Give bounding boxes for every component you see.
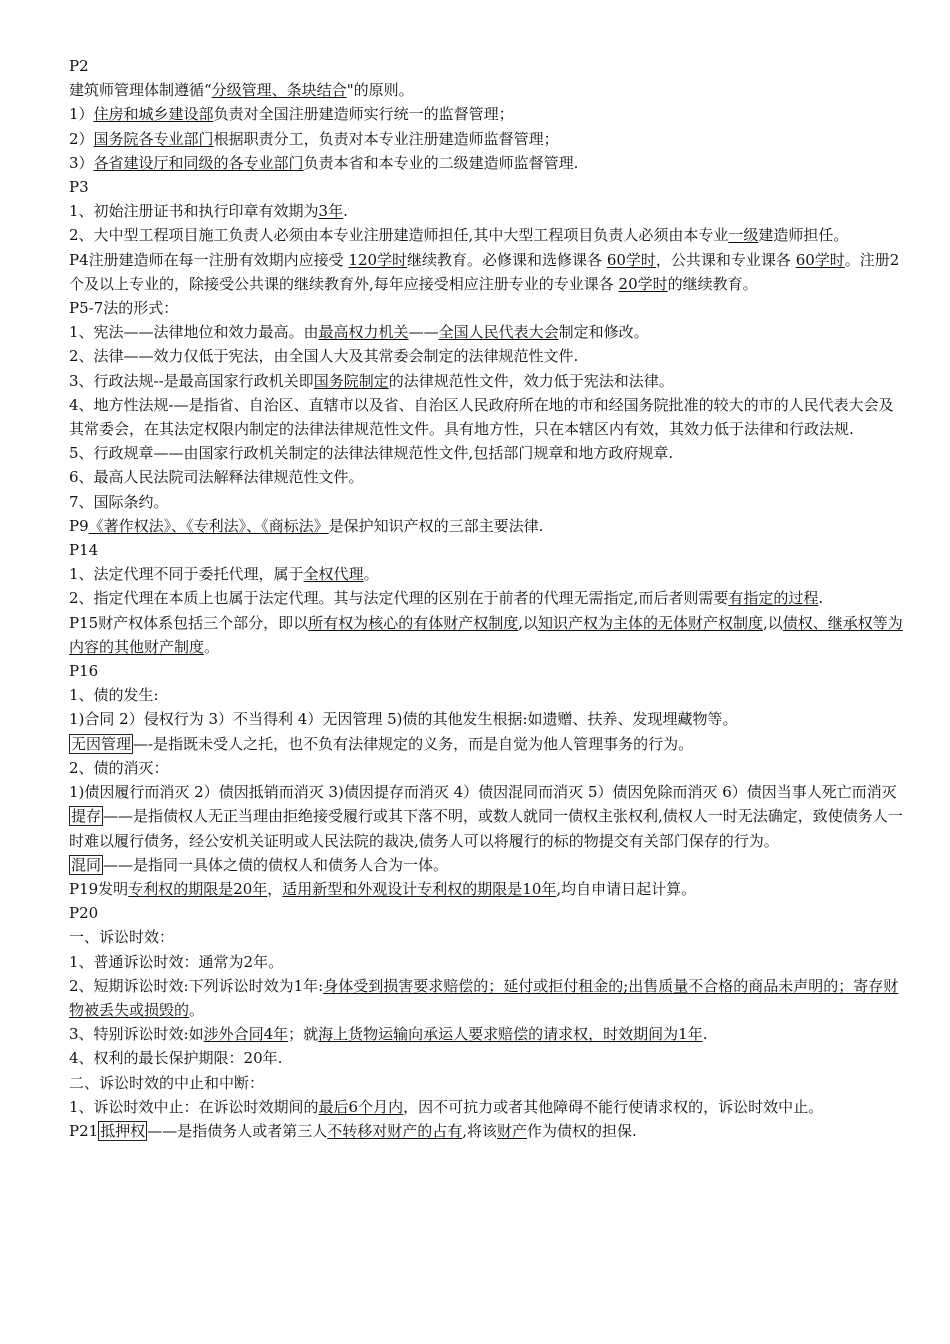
text-line: [69, 611, 906, 659]
text-line: [69, 683, 906, 707]
text-line: [69, 175, 906, 199]
text-line: [69, 586, 906, 610]
text-run: ；就: [288, 1025, 319, 1044]
text-run: 是保护知识产权的三部主要法律.: [328, 516, 544, 535]
text-run: ，: [267, 879, 283, 898]
text-run: ,以: [518, 613, 538, 632]
text-run: .: [702, 1025, 708, 1044]
underlined-text: 120学时: [348, 250, 408, 269]
text-line: [69, 1046, 906, 1070]
text-run: 一、诉讼时效：: [69, 928, 175, 947]
text-run: P3: [69, 178, 89, 197]
underlined-text: 有指定的过程: [728, 589, 819, 608]
underlined-text: 涉外合同4年: [203, 1025, 289, 1044]
text-run: ,将该: [462, 1121, 498, 1140]
text-run: .: [343, 202, 348, 221]
underlined-text: 海上货物运输向承运人要求赔偿的请求权，时效期间为1年: [318, 1025, 703, 1044]
text-run: 继续教育。必修课和选修课各: [407, 250, 607, 269]
text-run: ,均自申请日起计算。: [556, 879, 697, 898]
text-line: [69, 514, 906, 538]
underlined-text: 全权代理: [303, 565, 364, 584]
text-run: 5、行政规章——由国家行政机关制定的法律法律规范性文件,包括部门规章和地方政府规章.: [69, 444, 674, 463]
text-run: P16: [69, 662, 99, 681]
text-line: [69, 102, 906, 126]
underlined-text: 适用新型和外观设计专利权的期限是10年: [282, 879, 557, 898]
text-line: [69, 1022, 906, 1046]
text-run: 。注册2个及以上专业的，除接受公共课的继续教育外,每年应接受相应注册专业的专业课各: [69, 250, 900, 293]
text-line: [69, 756, 906, 780]
text-line: [69, 369, 906, 393]
text-line: [69, 853, 906, 877]
underlined-text: 住房和城乡建设部: [93, 105, 214, 124]
text-run: ，因不可抗力或者其他障碍不能行使请求权的，诉讼时效中止。: [403, 1097, 824, 1116]
text-line: [69, 151, 906, 175]
text-run: 。: [204, 637, 220, 656]
underlined-text: 最后6个月内: [318, 1097, 404, 1116]
text-run: 3、特别诉讼时效:如: [69, 1025, 204, 1044]
text-run: 二、诉讼时效的中止和中断：: [69, 1073, 265, 1092]
text-line: [69, 320, 906, 344]
text-line: [69, 54, 906, 78]
underlined-text: 各省建设厅和同级的各专业部门: [93, 153, 304, 172]
text-run: ——: [408, 323, 439, 342]
text-line: [69, 780, 906, 804]
text-line: [69, 659, 906, 683]
text-run: 建造师担任。: [758, 226, 849, 245]
text-line: [69, 78, 906, 102]
boxed-term: 提存: [71, 807, 102, 826]
boxed-term: 无因管理: [71, 734, 132, 753]
underlined-text: 60学时: [606, 250, 656, 269]
text-line: [69, 344, 906, 368]
text-run: 7、国际条约。: [69, 492, 169, 511]
text-run: 。: [189, 1000, 205, 1019]
underlined-text: 国务院制定: [313, 371, 389, 390]
text-line: [69, 974, 906, 1022]
text-run: P2: [69, 57, 89, 75]
text-run: ,以: [763, 613, 783, 632]
text-line: [69, 1095, 906, 1119]
text-run: P5-7法的形式：: [69, 299, 179, 318]
text-line: [69, 296, 906, 320]
text-run: 的继续教育。: [667, 274, 758, 293]
text-line: [69, 223, 906, 247]
text-run: 1、法定代理不同于委托代理，属于: [69, 565, 304, 584]
text-run: ——是指同一具体之债的债权人和债务人合为一体。: [103, 855, 449, 874]
underlined-text: 分级管理、条块结合: [211, 81, 347, 100]
underlined-text: 全国人民代表大会: [438, 323, 559, 342]
text-run: 负责本省和本专业的二级建造师监督管理.: [303, 153, 579, 172]
text-run: ——是指债务人或者第三人: [147, 1121, 328, 1140]
text-run: 的法律规范性文件，效力低于宪法和法律。: [388, 371, 674, 390]
text-run: 负责对全国注册建造师实行统一的监督管理；: [213, 105, 514, 124]
text-line: [69, 901, 906, 925]
text-line: [69, 393, 906, 441]
text-line: [69, 877, 906, 901]
underlined-text: 所有权为核心的有体财产权制度: [308, 613, 519, 632]
underlined-text: 身体受到损害要求赔偿的；延付或拒付租金的;出售质量不合格的商品未声明的；寄存财物被丢失或损毁的: [69, 976, 899, 1019]
text-line: [69, 804, 906, 852]
text-run: P9: [69, 516, 89, 535]
text-line: [69, 925, 906, 949]
underlined-text: 专利权的期限是20年: [128, 879, 268, 898]
boxed-term: 混同: [71, 855, 102, 874]
text-run: 1、普通诉讼时效：通常为2年。: [69, 952, 284, 971]
text-line: [69, 1071, 906, 1095]
text-run: 1)合同 2）侵权行为 3）不当得利 4）无因管理 5)债的其他发生根据:如遗赠、扶养、发现埋藏物等。: [69, 710, 738, 729]
boxed-term: 抵押权: [100, 1121, 146, 1140]
text-run: P14: [69, 541, 99, 560]
text-run: P4注册建造师在每一注册有效期内应接受: [69, 250, 349, 269]
text-run: 制定和修改。: [558, 323, 649, 342]
text-line: [69, 732, 906, 756]
text-run: 根据职责分工，负责对本专业注册建造师监督管理；: [213, 129, 559, 148]
text-run: P19发明: [69, 879, 129, 898]
text-run: 。: [363, 565, 379, 584]
text-run: P15财产权体系包括三个部分，即以: [69, 613, 309, 632]
text-line: [69, 707, 906, 731]
text-run: 作为债权的担保.: [527, 1121, 637, 1140]
text-run: 1、诉讼时效中止：在诉讼时效期间的: [69, 1097, 319, 1116]
text-run: .: [818, 589, 824, 608]
underlined-text: 最高权力机关: [318, 323, 409, 342]
text-run: 1、宪法——法律地位和效力最高。由: [69, 323, 319, 342]
text-run: ——是指债权人无正当理由拒绝接受履行或其下落不明，或数人就同一债权主张权利,债权人一时无法确定，致使债务人一时难以履行债务，经公安机关证明或人民法院的裁决,债务人可以将履行的标的物提交有关部门保存的行为。: [69, 807, 903, 850]
text-run: 2、短期诉讼时效:下列诉讼时效为1年:: [69, 976, 324, 995]
text-line: [69, 248, 906, 296]
underlined-text: 财产: [497, 1121, 528, 1140]
text-line: [69, 465, 906, 489]
underlined-text: 债权、继承权等为内容的其他财产制度: [69, 613, 903, 656]
text-run: 2、债的消灭：: [69, 758, 169, 777]
text-line: [69, 950, 906, 974]
text-line: [69, 199, 906, 223]
underlined-text: 不转移对财产的占有: [327, 1121, 463, 1140]
text-run: —-是指既未受人之托，也不负有法律规定的义务，而是自觉为他人管理事务的行为。: [133, 734, 694, 753]
underlined-text: 60学时: [795, 250, 845, 269]
text-run: 4、地方性法规-—是指省、自治区、直辖市以及省、自治区人民政府所在地的市和经国务院批准的较大的市的人民代表大会及其常委会，在其法定权限内制定的法律法律规范性文件。具有地方性，只在本辖区内有效，其效力低于法律和行政法规.: [69, 395, 894, 439]
text-line: [69, 1119, 906, 1143]
text-run: 建筑师管理体制遵循“: [69, 81, 212, 100]
text-run: 3）: [69, 153, 94, 172]
text-line: [69, 538, 906, 562]
text-run: 1、初始注册证书和执行印章有效期为: [69, 202, 319, 221]
text-run: ，公共课和专业课各: [655, 250, 796, 269]
text-line: [69, 490, 906, 514]
text-run: 2、大中型工程项目施工负责人必须由本专业注册建造师担任,其中大型工程项目负责人必须由本专业: [69, 226, 729, 245]
text-line: [69, 562, 906, 586]
underlined-text: 国务院各专业部门: [93, 129, 214, 148]
underlined-text: 《著作权法》、《专利法》、《商标法》: [88, 516, 329, 535]
text-run: 2、法律——效力仅低于宪法，由全国人大及其常委会制定的法律规范性文件.: [69, 347, 579, 366]
text-run: 3、行政法规--是最高国家行政机关即: [69, 371, 314, 390]
text-run: 2）: [69, 129, 94, 148]
text-run: 6、最高人民法院司法解释法律规范性文件。: [69, 468, 364, 487]
text-run: P21: [69, 1121, 99, 1140]
text-run: P20: [69, 904, 99, 923]
text-run: 1、债的发生:: [69, 686, 159, 705]
text-run: 2、指定代理在本质上也属于法定代理。其与法定代理的区别在于前者的代理无需指定,而后者则需要: [69, 589, 729, 608]
text-run: 1）: [69, 105, 94, 124]
underlined-text: 一级: [728, 226, 759, 245]
text-run: 1)债因履行而消灭 2）债因抵销而消灭 3)债因提存而消灭 4）债因混同而消灭 5）债因免除而消灭 6）债因当事人死亡而消灭: [69, 783, 897, 802]
text-run: "的原则。: [346, 81, 414, 100]
text-line: [69, 441, 906, 465]
underlined-text: 知识产权为主体的无体财产权制度: [537, 613, 763, 632]
text-line: [69, 127, 906, 151]
underlined-text: 20学时: [618, 274, 668, 293]
text-run: 4、权利的最长保护期限：20年.: [69, 1049, 283, 1068]
underlined-text: 3年: [318, 202, 344, 221]
